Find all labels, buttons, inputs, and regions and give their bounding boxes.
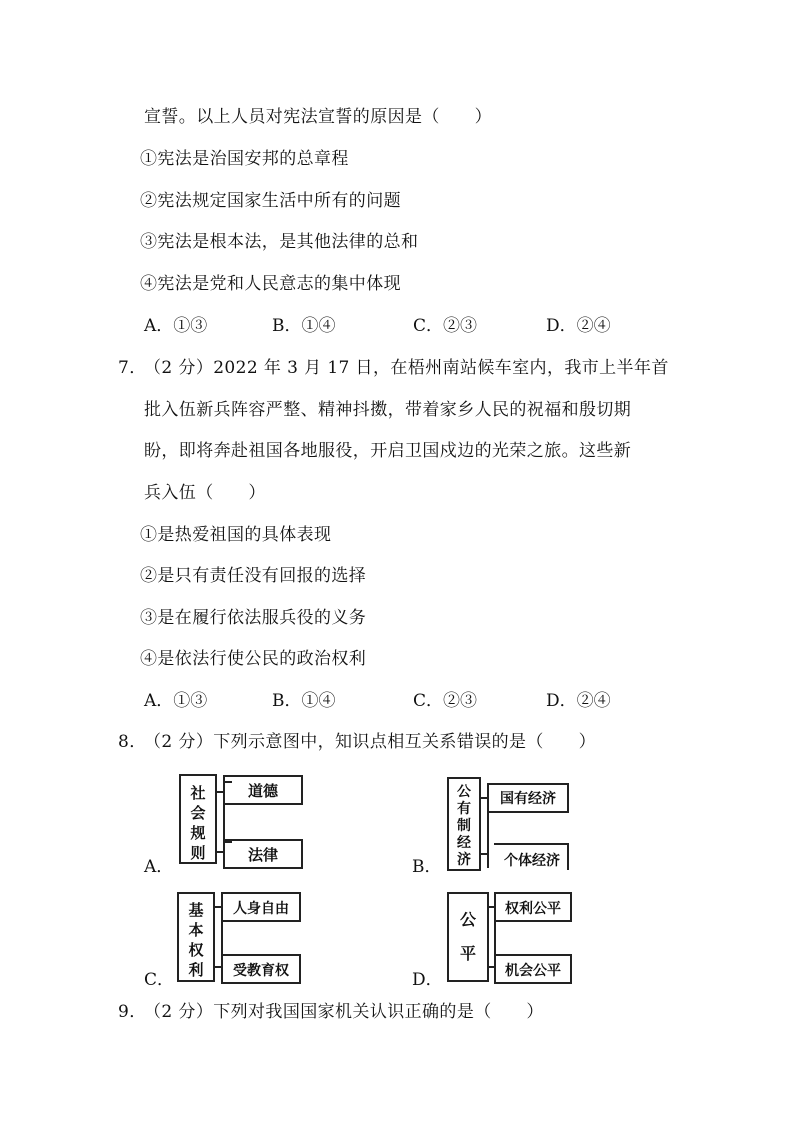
q8-number: 8．	[118, 732, 147, 752]
q7-choice-a[interactable]: A．①③	[144, 691, 208, 711]
q6-choice-d[interactable]: D．②④	[546, 316, 611, 336]
q6-statement-4: ④宪法是党和人民意志的集中体现	[140, 274, 401, 294]
q8-diagram-a-child-1: 道德	[247, 782, 279, 800]
q8-diagram-c-parent-char-3: 权	[188, 941, 204, 959]
q8-diagram-a-parent-char-3: 规	[190, 824, 206, 842]
q8-diagram-a-parent-char-4: 则	[190, 844, 206, 862]
q8-diagram-d-child-2: 机会公平	[505, 963, 561, 979]
q8-stem: （2 分）下列示意图中，知识点相互关系错误的是（ ）	[144, 732, 597, 752]
q8-diagram-c-parent-char-1: 基	[188, 901, 204, 919]
q8-diagram-b-parent-char-5: 济	[457, 852, 471, 868]
q8-diagram-b-child-1: 国有经济	[500, 791, 556, 807]
q8-diagram-c-parent-char-4: 利	[188, 961, 204, 979]
q7-choice-b[interactable]: B．①④	[272, 691, 336, 711]
q8-diagram-a-label[interactable]: A．	[144, 857, 174, 877]
q6-statement-2: ②宪法规定国家生活中所有的问题	[140, 191, 401, 211]
q8-diagram-a-connectors	[224, 782, 232, 852]
q8-diagram-b-label[interactable]: B．	[412, 857, 442, 877]
q7-choice-d[interactable]: D．②④	[546, 691, 611, 711]
q8-diagram-c-child-1: 人身自由	[233, 901, 289, 917]
q8-diagram-b-child-2: 个体经济	[504, 853, 560, 869]
q8-diagram-d-bracket	[488, 907, 495, 967]
q8-diagram-d-parent-char-1: 公	[459, 910, 477, 929]
q7-stem-line-2: 批入伍新兵阵容严整、精神抖擞，带着家乡人民的祝福和殷切期	[144, 400, 632, 420]
q8-diagram-b	[440, 770, 580, 875]
q8-diagram-c-label[interactable]: C．	[144, 970, 175, 990]
q8-diagram-d	[440, 885, 580, 987]
q6-choice-b[interactable]: B．①④	[272, 316, 336, 336]
q7-statement-4: ④是依法行使公民的政治权利	[140, 649, 367, 669]
q8-diagram-b-parent-char-3: 制	[457, 818, 471, 834]
q6-choice-a[interactable]: A．①③	[144, 316, 208, 336]
q7-statement-1: ①是热爱祖国的具体表现	[140, 525, 332, 545]
q8-diagram-b-parent-char-1: 公	[457, 784, 471, 800]
q8-diagram-c-parent-char-2: 本	[188, 921, 204, 939]
q8-diagram-c-child-2: 受教育权	[233, 963, 289, 979]
q8-diagram-a	[170, 770, 320, 875]
q8-diagram-b-parent-char-2: 有	[457, 801, 471, 817]
q7-stem-line-3: 盼，即将奔赴祖国各地服役，开启卫国戍边的光荣之旅。这些新	[144, 441, 632, 461]
q8-diagram-d-label[interactable]: D．	[412, 970, 443, 990]
q7-statement-2: ②是只有责任没有回报的选择	[140, 566, 367, 586]
q9-number: 9．	[118, 1002, 147, 1022]
q8-diagram-a-child-2: 法律	[247, 846, 279, 864]
q7-choice-c[interactable]: C．②③	[413, 691, 478, 711]
q7-stem-line-4: 兵入伍（ ）	[144, 483, 266, 503]
q6-choice-c[interactable]: C．②③	[413, 316, 478, 336]
q8-diagram-c-bracket	[214, 907, 222, 967]
q9-stem: （2 分）下列对我国国家机关认识正确的是（ ）	[144, 1002, 544, 1022]
q6-statement-1: ①宪法是治国安邦的总章程	[140, 149, 349, 169]
q8-diagram-b-bracket	[480, 798, 488, 854]
q8-diagram-c	[170, 885, 310, 987]
q6-stem-tail: 宣誓。以上人员对宪法宣誓的原因是（ ）	[144, 107, 492, 127]
q8-diagram-a-parent-char-2: 会	[190, 804, 206, 822]
q8-diagram-b-parent-char-4: 经	[457, 835, 471, 851]
q7-stem-line-1: （2 分）2022 年 3 月 17 日，在梧州南站候车室内，我市上半年首	[144, 358, 669, 378]
q8-diagram-d-parent-char-2: 平	[459, 944, 477, 963]
q6-statement-3: ③宪法是根本法，是其他法律的总和	[140, 232, 419, 252]
q8-diagram-d-child-1: 权利公平	[505, 901, 561, 917]
q8-diagram-d-parent-box	[448, 893, 488, 981]
q8-diagram-a-bracket	[216, 792, 224, 852]
q8-diagram-a-parent-char-1: 社	[190, 784, 206, 802]
q7-number: 7．	[118, 358, 147, 378]
q7-statement-3: ③是在履行依法服兵役的义务	[140, 608, 367, 628]
